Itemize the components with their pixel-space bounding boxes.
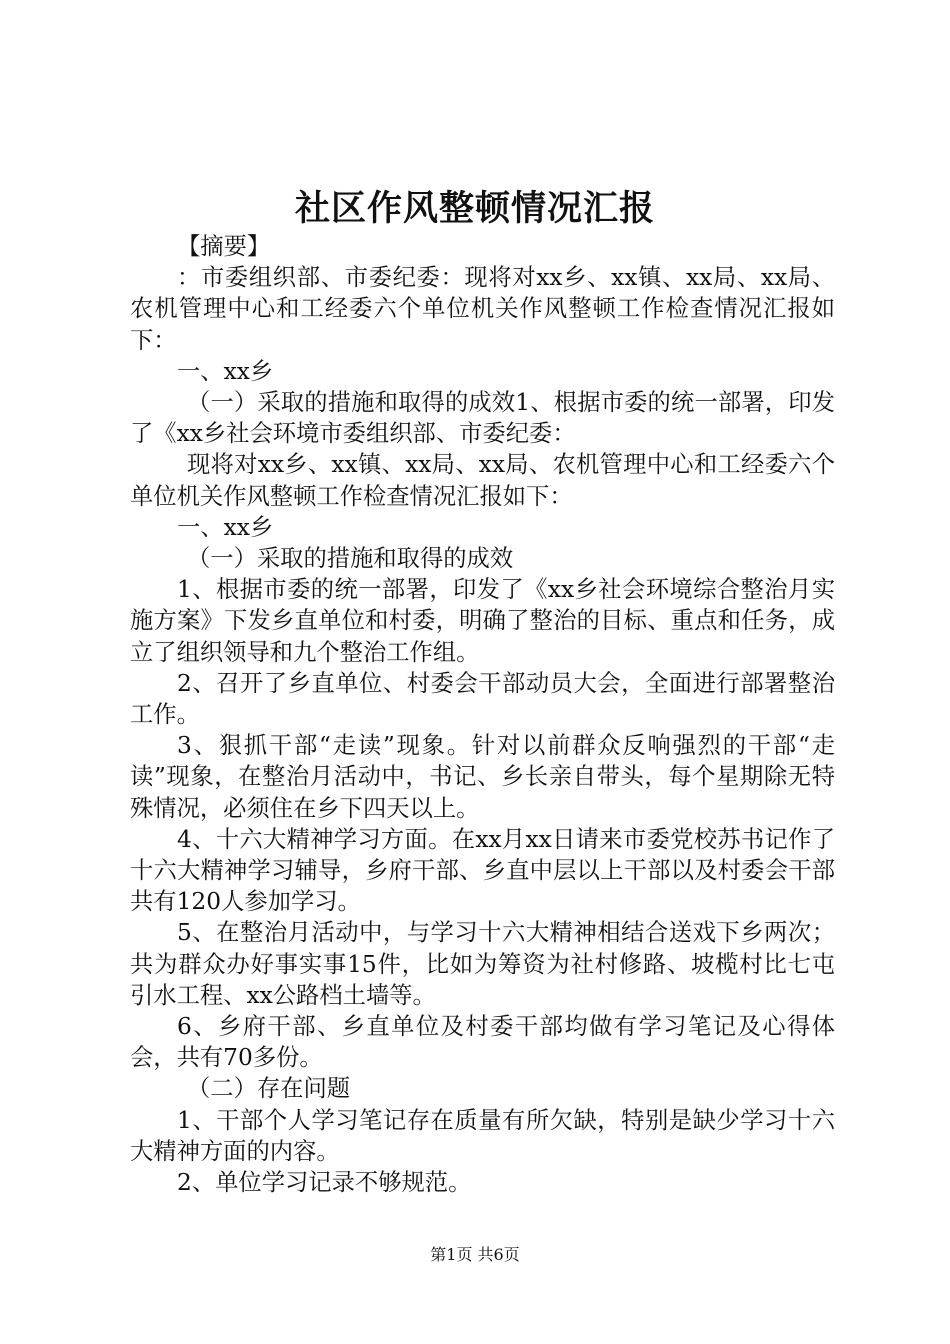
subsection-heading: （二）存在问题: [187, 1075, 351, 1103]
list-item: 5、在整治月活动中，与学习十六大精神相结合送戏下乡两次；共为群众办好事实事15件，比如为筹资为社村修路、坡榄村比七屯引水工程、xx公路档土墙等。: [130, 919, 835, 1009]
list-item: 3、狠抓干部“走读”现象。针对以前群众反响强烈的干部“走读”现象，在整治月活动中，书记、乡长亲自带头，每个星期除无特殊情况，必须住在乡下四天以上。: [130, 732, 835, 822]
page-footer: 第1页 共6页: [430, 1245, 520, 1264]
list-item: 2、单位学习记录不够规范。: [177, 1169, 472, 1197]
list-item: 1、干部个人学习笔记存在质量有所欠缺，特别是缺少学习十六大精神方面的内容。: [130, 1106, 835, 1165]
paragraph: 现将对xx乡、xx镇、xx局、xx局、农机管理中心和工经委六个单位机关作风整顿工作检查情况汇报如下：: [130, 451, 835, 510]
list-item: 6、乡府干部、乡直单位及村委干部均做有学习笔记及心得体会，共有70多份。: [130, 1013, 835, 1072]
list-item: 1、根据市委的统一部署，印发了《xx乡社会环境综合整治月实施方案》下发乡直单位和村委，明确了整治的目标、重点和任务，成立了组织领导和九个整治工作组。: [130, 576, 835, 666]
abstract-heading: 【摘要】: [177, 233, 271, 260]
subsection-heading: （一）采取的措施和取得的成效: [187, 545, 514, 573]
document-body: [130, 231, 835, 1198]
paragraph: ：市委组织部、市委纪委：现将对xx乡、xx镇、xx局、xx局、农机管理中心和工经委六个单位机关作风整顿工作检查情况汇报如下：: [130, 264, 835, 354]
paragraph: （一）采取的措施和取得的成效1、根据市委的统一部署，印发了《xx乡社会环境市委组织部、市委纪委：: [130, 389, 835, 448]
list-item: 4、十六大精神学习方面。在xx月xx日请来市委党校苏书记作了十六大精神学习辅导，乡府干部、乡直中层以上干部以及村委会干部共有120人参加学习。: [130, 825, 835, 916]
section-heading: 一、xx乡: [177, 357, 274, 385]
section-heading: 一、xx乡: [177, 513, 274, 541]
document-title: 社区作风整顿情况汇报: [294, 188, 655, 229]
list-item: 2、召开了乡直单位、村委会干部动员大会，全面进行部署整治工作。: [130, 669, 835, 729]
